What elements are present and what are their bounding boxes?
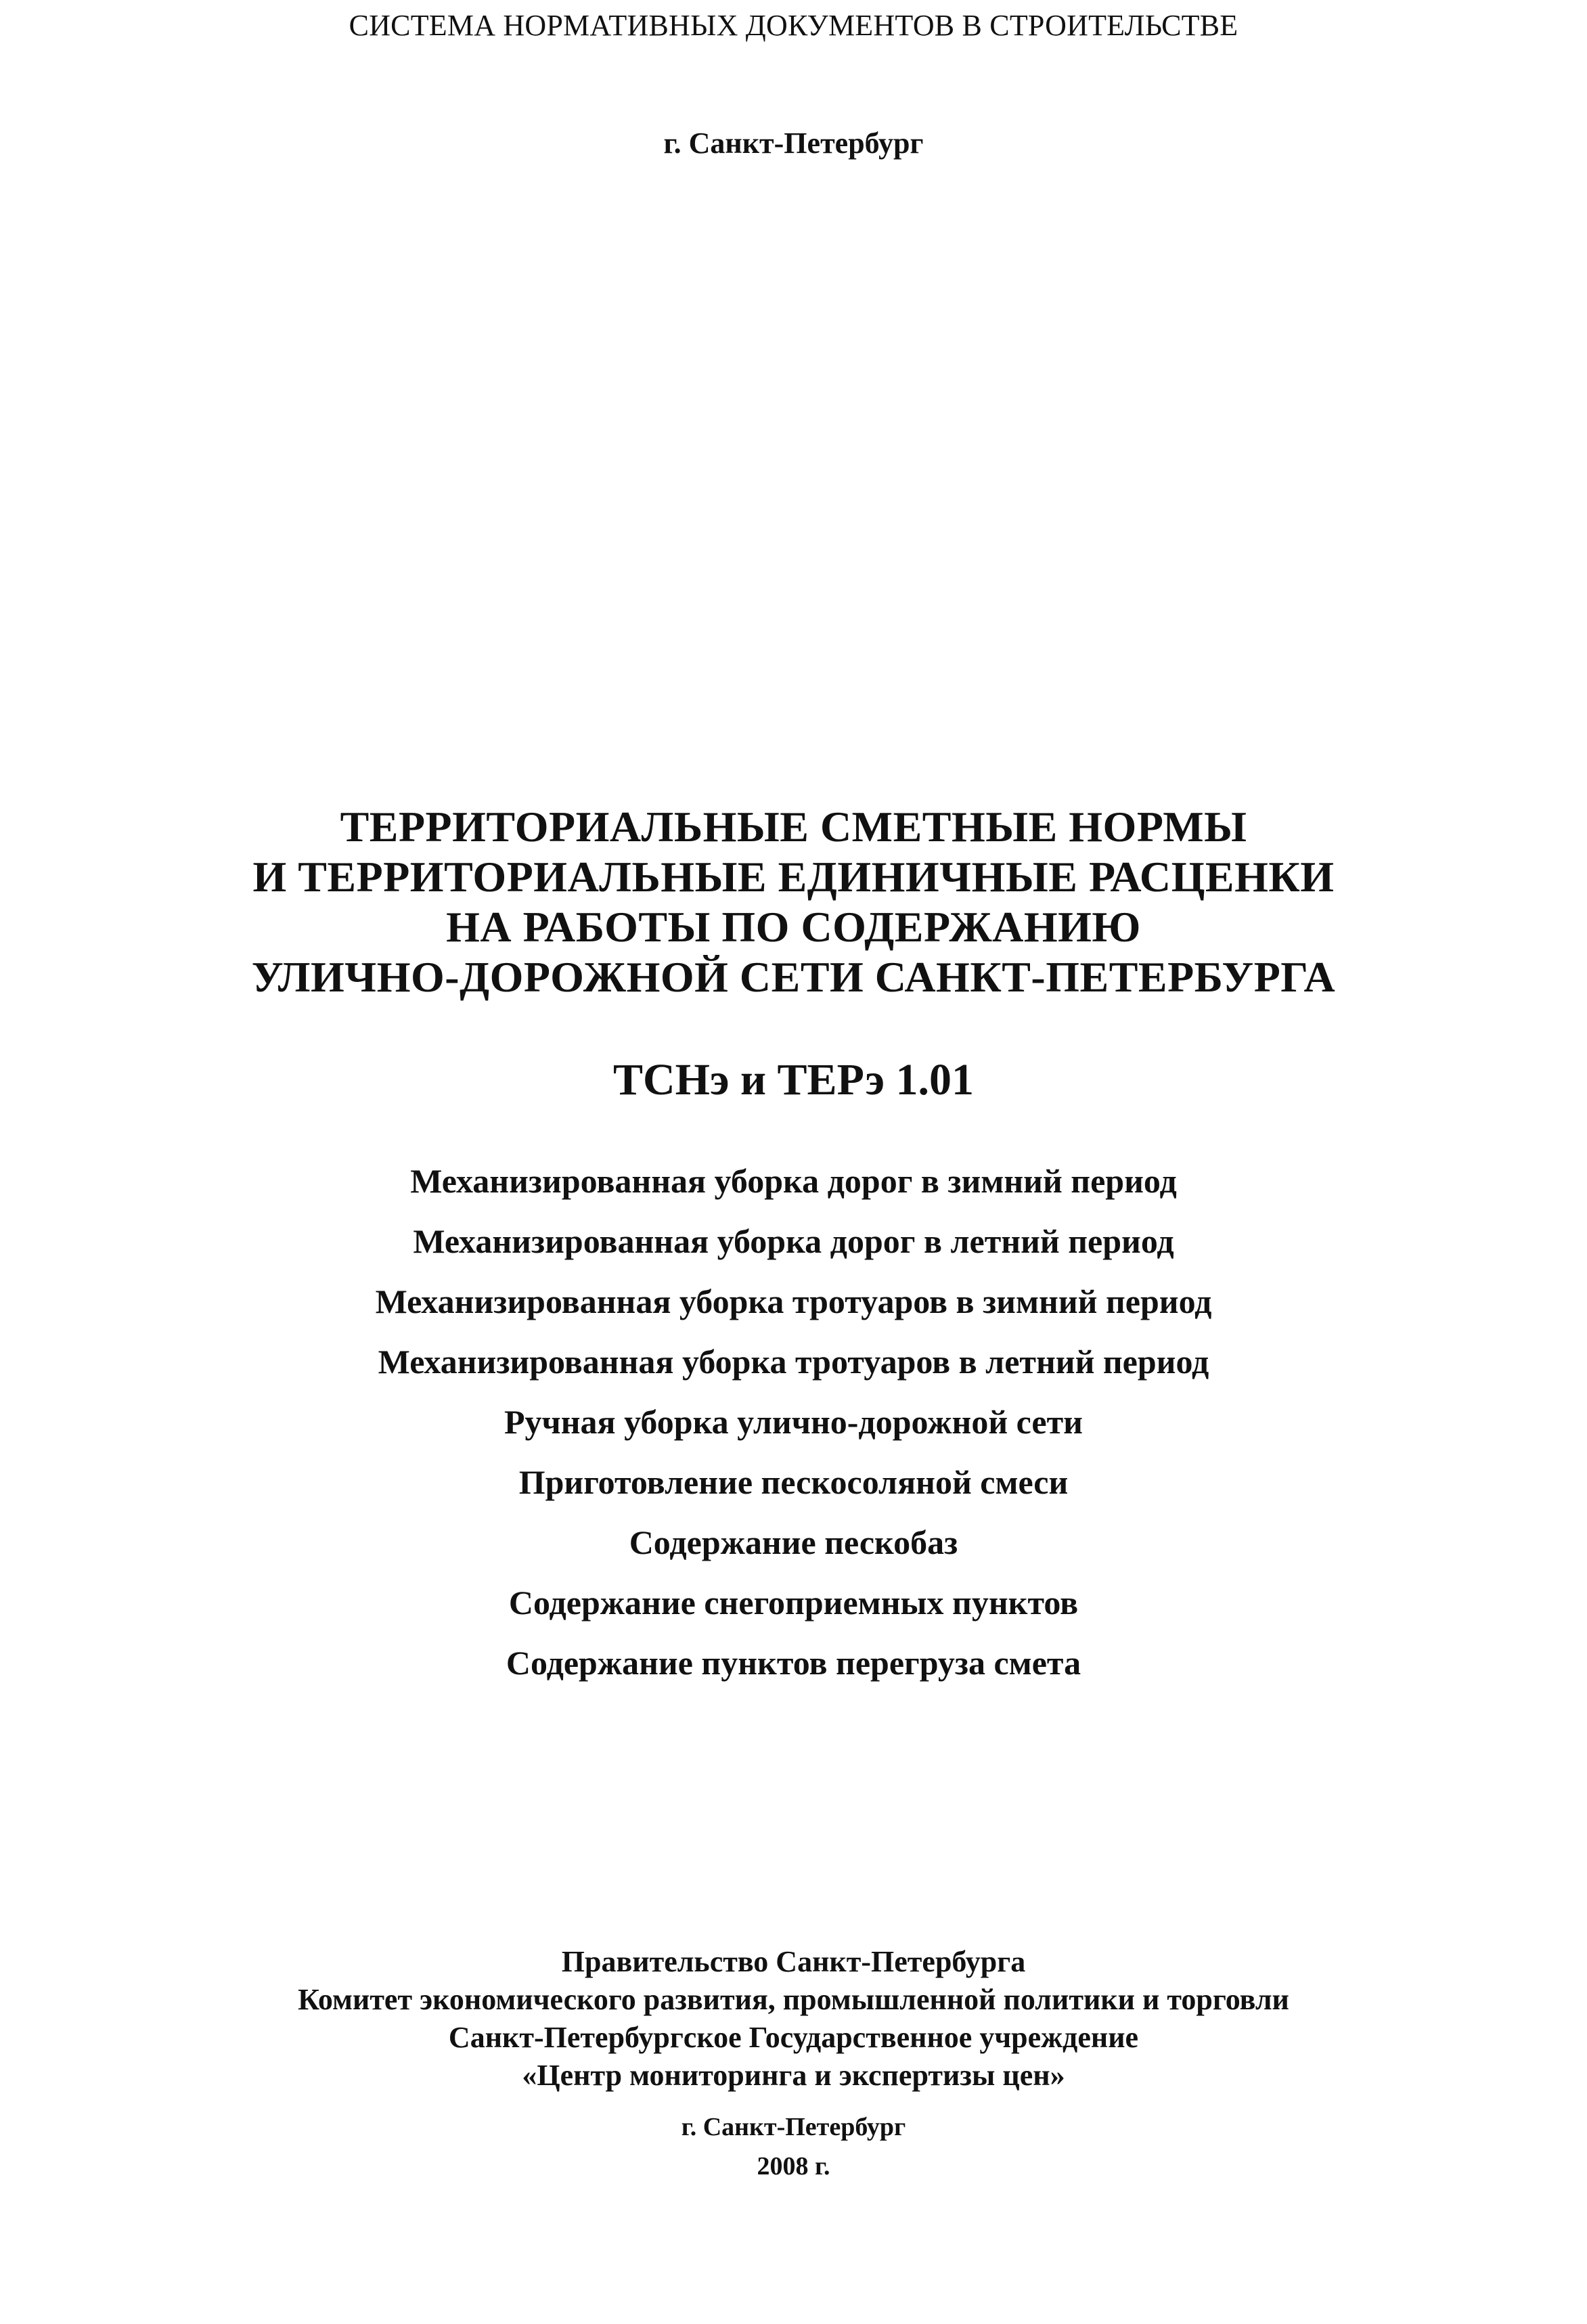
top-city: г. Санкт-Петербург xyxy=(663,127,924,160)
document-title xyxy=(0,802,1587,1002)
footer-city: г. Санкт-Петербург xyxy=(681,2113,906,2141)
title-line: ТЕРРИТОРИАЛЬНЫЕ СМЕТНЫЕ НОРМЫ xyxy=(340,803,1247,851)
section-item: Содержание снегоприемных пунктов xyxy=(508,1584,1079,1622)
sections-list xyxy=(0,1151,1587,1693)
publisher-block xyxy=(0,1943,1587,2095)
publisher-line: «Центр мониторинга и экспертизы цен» xyxy=(522,2059,1065,2092)
publication-year: 2008 г. xyxy=(757,2152,830,2181)
document-code: ТСНэ и ТЕРэ 1.01 xyxy=(612,1055,975,1104)
section-item: Механизированная уборка тротуаров в зимний период xyxy=(375,1282,1212,1320)
publisher-line: Комитет экономического развития, промышленной политики и торговли xyxy=(298,1983,1289,2016)
section-item: Содержание пескобаз xyxy=(629,1523,958,1561)
section-item: Механизированная уборка тротуаров в летний период xyxy=(378,1343,1209,1381)
section-item: Ручная уборка улично-дорожной сети xyxy=(504,1403,1083,1441)
section-item: Приготовление пескосоляной смеси xyxy=(518,1463,1069,1501)
title-line: И ТЕРРИТОРИАЛЬНЫЕ ЕДИНИЧНЫЕ РАСЦЕНКИ xyxy=(252,853,1335,901)
series-title: СИСТЕМА НОРМАТИВНЫХ ДОКУМЕНТОВ В СТРОИТЕЛЬСТВЕ xyxy=(349,9,1238,42)
title-line: НА РАБОТЫ ПО СОДЕРЖАНИЮ xyxy=(446,903,1141,951)
title-line: УЛИЧНО-ДОРОЖНОЙ СЕТИ САНКТ-ПЕТЕРБУРГА xyxy=(251,953,1336,1001)
publisher-line: Санкт-Петербургское Государственное учреждение xyxy=(448,2021,1139,2054)
publisher-line: Правительство Санкт-Петербурга xyxy=(561,1945,1026,1978)
section-item: Содержание пунктов перегруза смета xyxy=(506,1644,1081,1682)
section-item: Механизированная уборка дорог в летний период xyxy=(413,1222,1174,1260)
section-item: Механизированная уборка дорог в зимний период xyxy=(410,1162,1177,1200)
